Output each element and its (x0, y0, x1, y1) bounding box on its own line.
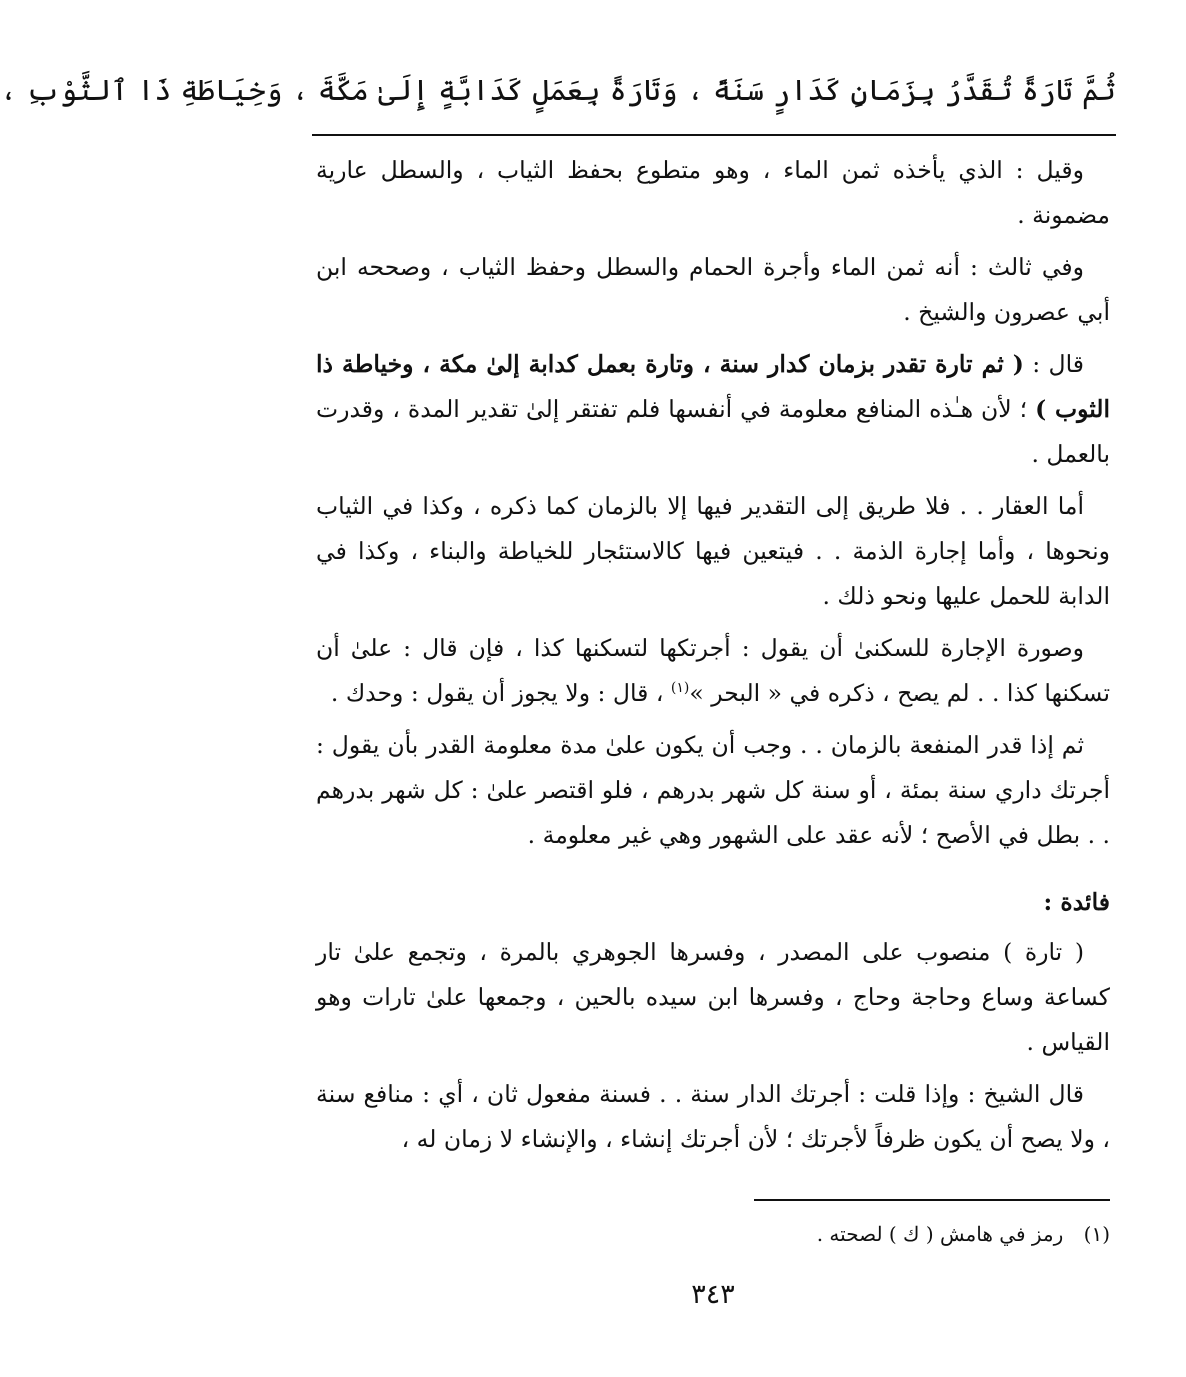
section-heading: فائدة : (1043, 888, 1110, 916)
paragraph-5-part-b: ، قال : ولا يجوز أن يقول : وحدك . (330, 679, 664, 707)
paragraph-5 (316, 626, 1110, 716)
footnote-reference[interactable]: (١) (670, 680, 690, 697)
page-number: ٣٤٣ (691, 1279, 735, 1310)
commentary-body (316, 148, 1110, 1169)
matn-verse-header: ثُمَّ تَارَةً تُقَدَّرُ بِزَمَانٍ كَدَارٍ سَنَةً ، وَتَارَةً بِعَمَلٍ كَدَابَّةٍ إِلَىٰ مَكَّةَ ، وَخِيَاطَةِ ذَا ٱلثَّوْبِ ، (0, 73, 1116, 107)
paragraph-8: قال الشيخ : وإذا قلت : أجرتك الدار سنة . . فسنة مفعول ثان ، أي : منافع سنة ، ولا يصح أن يكون ظرفاً لأجرتك ؛ لأن أجرتك إنشاء ، والإنشاء لا زمان له ، (316, 1080, 1110, 1153)
paragraph-3 (316, 342, 1110, 477)
paragraph-5-part-a: وصورة الإجارة للسكنىٰ أن يقول : أجرتكها لتسكنها كذا ، فإن قال : علىٰ أن تسكنها كذا . . لم يصح ، ذكره في « البحر » (316, 634, 1110, 707)
quoted-matn-text: ( ثم تارة تقدر بزمان كدار سنة ، وتارة بعمل كدابة إلىٰ مكة ، وخياطة ذا الثوب ) (316, 350, 1110, 423)
paragraph-3-rest: ؛ لأن هـٰذه المنافع معلومة في أنفسها فلم تفتقر إلىٰ تقدير المدة ، وقدرت بالعمل . (316, 395, 1110, 468)
paragraph-2: وفي ثالث : أنه ثمن الماء وأجرة الحمام والسطل وحفظ الثياب ، وصححه ابن أبي عصرون والشيخ . (316, 253, 1110, 326)
footnote (316, 1217, 1110, 1251)
footnote-number: (١) (1083, 1222, 1110, 1246)
paragraph-4: أما العقار . . فلا طريق إلى التقدير فيها إلا بالزمان كما ذكره ، وكذا في الثياب ونحوها ، وأما إجارة الذمة . . فيتعين فيها كالاستئجار للخياطة والبناء ، وكذا في الدابة للحمل عليها ونحو ذلك . (316, 492, 1110, 610)
paragraph-6: ثم إذا قدر المنفعة بالزمان . . وجب أن يكون علىٰ مدة معلومة القدر بأن يقول : أجرتك داري سنة بمئة ، أو سنة كل شهر بدرهم ، فلو اقتصر علىٰ : كل شهر بدرهم . . بطل في الأصح ؛ لأنه عقد على الشهور وهي غير معلومة . (316, 731, 1110, 849)
header-divider (312, 134, 1116, 136)
footnote-divider (754, 1199, 1110, 1201)
footnote-text: رمز في هامش ( ك ) لصحته . (816, 1222, 1064, 1246)
paragraph-1: وقيل : الذي يأخذه ثمن الماء ، وهو متطوع بحفظ الثياب ، والسطل عارية مضمونة . (316, 156, 1110, 229)
paragraph-3-lead: قال : (1032, 350, 1084, 378)
paragraph-7: ( تارة ) منصوب على المصدر ، وفسرها الجوهري بالمرة ، وتجمع علىٰ تار كساعة وساع وحاجة وحاج ، وفسرها ابن سيده بالحين ، وجمعها علىٰ تارات وهو القياس . (316, 938, 1110, 1056)
